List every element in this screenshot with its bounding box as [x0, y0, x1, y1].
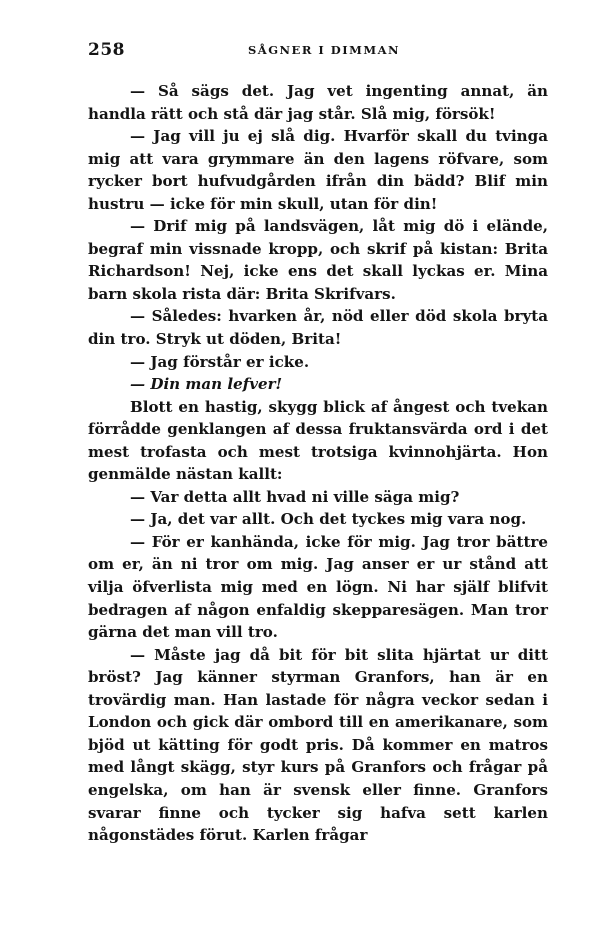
paragraph	[88, 373, 548, 396]
running-title: SÅGNER I DIMMAN	[248, 43, 401, 57]
page-number: 258	[88, 40, 125, 60]
paragraph: — Var detta allt hvad ni ville säga mig?	[130, 487, 460, 506]
body-text	[88, 80, 548, 847]
paragraph: — För er kanhända, icke för mig. Jag tror bättre om er, än ni tror om mig. Jag anser er ur stånd att vilja öfverlista mig med en lögn. Ni har själf blifvit bedragen af någon enfaldig skepparesägen. Man tror gärna det man vill tro.	[88, 532, 548, 642]
paragraph: — Jag förstår er icke.	[130, 352, 310, 371]
page-header	[88, 40, 548, 62]
paragraph: — Således: hvarken år, nöd eller död skola bryta din tro. Stryk ut döden, Brita!	[88, 307, 548, 349]
italic-line: — Din man lefver!	[130, 375, 283, 394]
paragraph: — Drif mig på landsvägen, låt mig dö i elände, begraf min vissnade kropp, och skrif på kistan: Brita Richardson! Nej, icke ens det skall lyckas er. Mina barn skola rista där: Brita Skrifvars.	[88, 217, 548, 303]
paragraph: — Så sägs det. Jag vet ingenting annat, än handla rätt och stå där jag står. Slå mig, försök!	[88, 82, 548, 123]
paragraph: — Ja, det var allt. Och det tyckes mig vara nog.	[130, 510, 527, 529]
paragraph: Blott en hastig, skygg blick af ångest och tvekan förrådde genklangen af dessa fruktansvärda ord i det mest trofasta och mest trotsiga kvinnohjärta. Hon genmälde nästan kallt:	[88, 397, 548, 484]
paragraph: — Jag vill ju ej slå dig. Hvarför skall du tvinga mig att vara grymmare än den lagens röfvare, som rycker bort hufvudgården ifrån din bädd? Blif min hustru — icke för min skull, utan för din!	[88, 127, 548, 213]
paragraph: — Måste jag då bit för bit slita hjärtat ur ditt bröst? Jag känner styrman Granfors, han är en trovärdig man. Han lastade för några veckor sedan i London och gick där ombord till en amerikanare, som bjöd ut kätting för godt pris. Då kommer en matros med långt skägg, styr kurs på Granfors och frågar på engelska, om han är svensk eller finne. Granfors svarar finne och tycker sig hafva sett karlen någonstädes förut. Karlen frågar	[88, 645, 548, 845]
